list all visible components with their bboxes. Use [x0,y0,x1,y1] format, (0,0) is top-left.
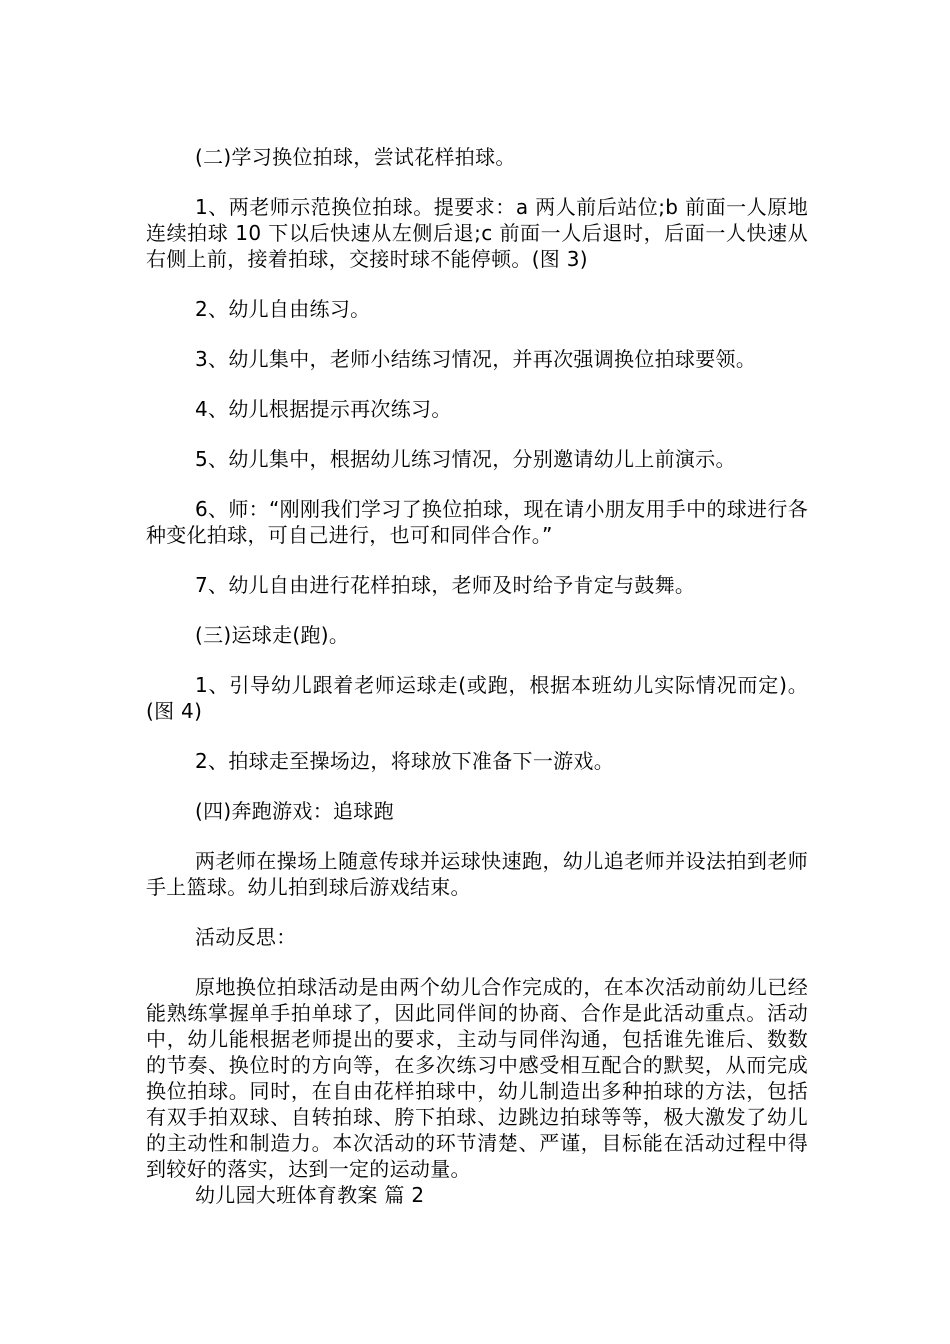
document-body [146,144,808,1208]
step-paragraph: 1、引导幼儿跟着老师运球走(或跑，根据本班幼儿实际情况而定)。(图 4) [146,673,808,723]
reflection-heading: 活动反思： [195,925,297,949]
step-paragraph: 3、幼儿集中，老师小结练习情况，并再次强调换位拍球要领。 [195,347,757,371]
section-heading-2: (二)学习换位拍球，尝试花样拍球。 [195,145,516,169]
reflection-paragraph: 原地换位拍球活动是由两个幼儿合作完成的，在本次活动前幼儿已经能熟练掌握单手拍单球了，因此同伴间的协商、合作是此活动重点。活动中，幼儿能根据老师提出的要求，主动与同伴沟通，包括谁先谁后、数数的节奏、换位时的方向等，在多次练习中感受相互配合的默契，从而完成换位拍球。同时，在自由花样拍球中，幼儿制造出多种拍球的方法，包括有双手拍双球、自转拍球、胯下拍球、边跳边拍球等等，极大激发了幼儿的主动性和制造力。本次活动的环节清楚、严谨，目标能在活动过程中得到较好的落实，达到一定的运动量。 [146,975,808,1181]
step-paragraph: 4、幼儿根据提示再次练习。 [195,397,452,421]
step-paragraph: 2、拍球走至操场边，将球放下准备下一游戏。 [195,749,615,773]
step-paragraph: 6、师：“刚刚我们学习了换位拍球，现在请小朋友用手中的球进行各种变化拍球，可自己进行，也可和同伴合作。” [146,497,808,547]
step-paragraph: 2、幼儿自由练习。 [195,297,371,321]
game-description: 两老师在操场上随意传球并运球快速跑，幼儿追老师并设法拍到老师手上篮球。幼儿拍到球后游戏结束。 [146,849,808,899]
section-heading-4: (四)奔跑游戏：追球跑 [195,799,394,823]
step-paragraph: 1、两老师示范换位拍球。提要求：a 两人前后站位;b 前面一人原地连续拍球 10 下以后快速从左侧后退;c 前面一人后退时，后面一人快速从右侧上前，接着拍球，交接时球不能停顿。(图 3) [146,195,808,271]
next-lesson-title: 幼儿园大班体育教案 篇 2 [195,1183,425,1207]
step-paragraph: 5、幼儿集中，根据幼儿练习情况，分别邀请幼儿上前演示。 [195,447,736,471]
section-heading-3: (三)运球走(跑)。 [195,623,350,647]
step-paragraph: 7、幼儿自由进行花样拍球，老师及时给予肯定与鼓舞。 [195,573,696,597]
